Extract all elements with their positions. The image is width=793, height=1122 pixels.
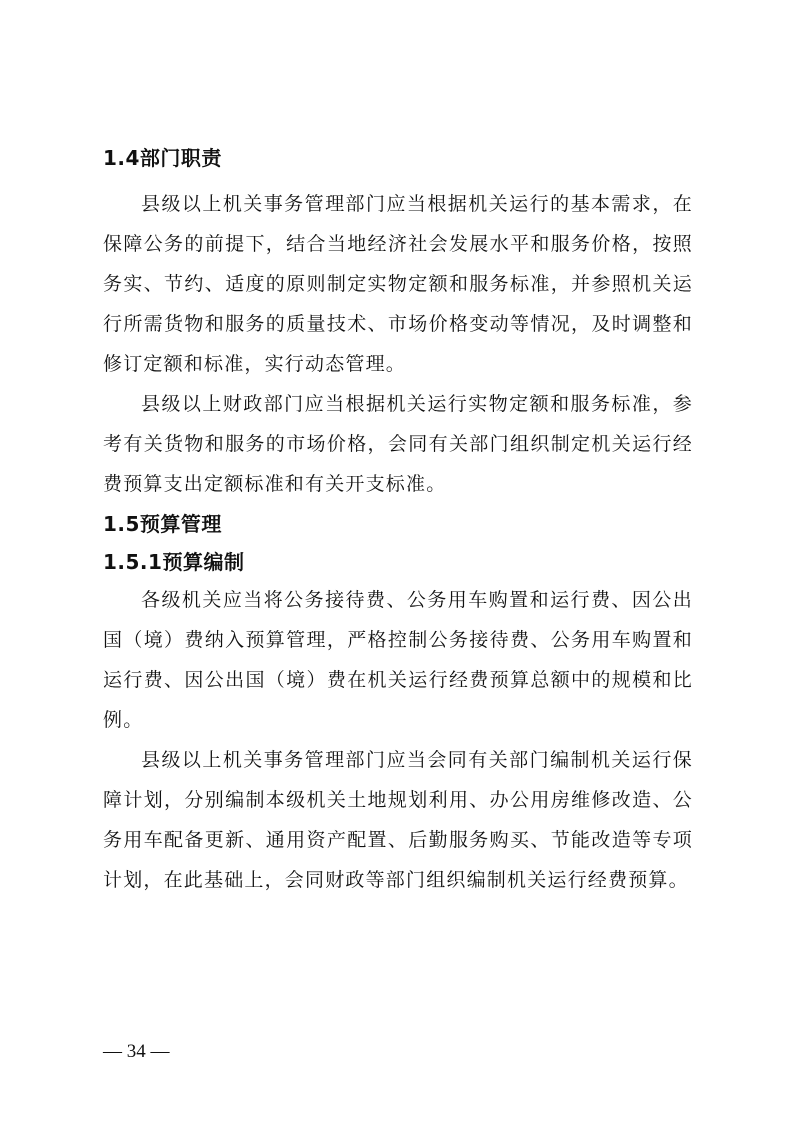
paragraph-responsibilities-1: 县级以上机关事务管理部门应当根据机关运行的基本需求，在保障公务的前提下，结合当地经济社会发展水平和服务价格，按照务实、节约、适度的原则制定实物定额和服务标准，并参照机关运行所需货物和服务的质量技术、市场价格变动等情况，及时调整和修订定额和标准，实行动态管理。 — [103, 193, 693, 375]
document-body — [103, 140, 693, 900]
paragraph-budget-2: 县级以上机关事务管理部门应当会同有关部门编制机关运行保障计划，分别编制本级机关土地规划利用、办公用房维修改造、公务用车配备更新、通用资产配置、后勤服务购买、节能改造等专项计划，在此基础上，会同财政等部门组织编制机关运行经费预算。 — [103, 749, 693, 891]
paragraph-budget-1: 各级机关应当将公务接待费、公务用车购置和运行费、因公出国（境）费纳入预算管理，严格控制公务接待费、公务用车购置和运行费、因公出国（境）费在机关运行经费预算总额中的规模和比例。 — [103, 589, 693, 731]
page-number: — 34 — — [103, 1041, 170, 1062]
section-heading-1-5-1: 1.5.1预算编制 — [103, 550, 245, 574]
section-heading-1-5: 1.5预算管理 — [103, 512, 222, 536]
paragraph-responsibilities-2: 县级以上财政部门应当根据机关运行实物定额和服务标准，参考有关货物和服务的市场价格，会同有关部门组织制定机关运行经费预算支出定额标准和有关开支标准。 — [103, 393, 693, 495]
section-heading-1-4: 1.4部门职责 — [103, 146, 222, 170]
